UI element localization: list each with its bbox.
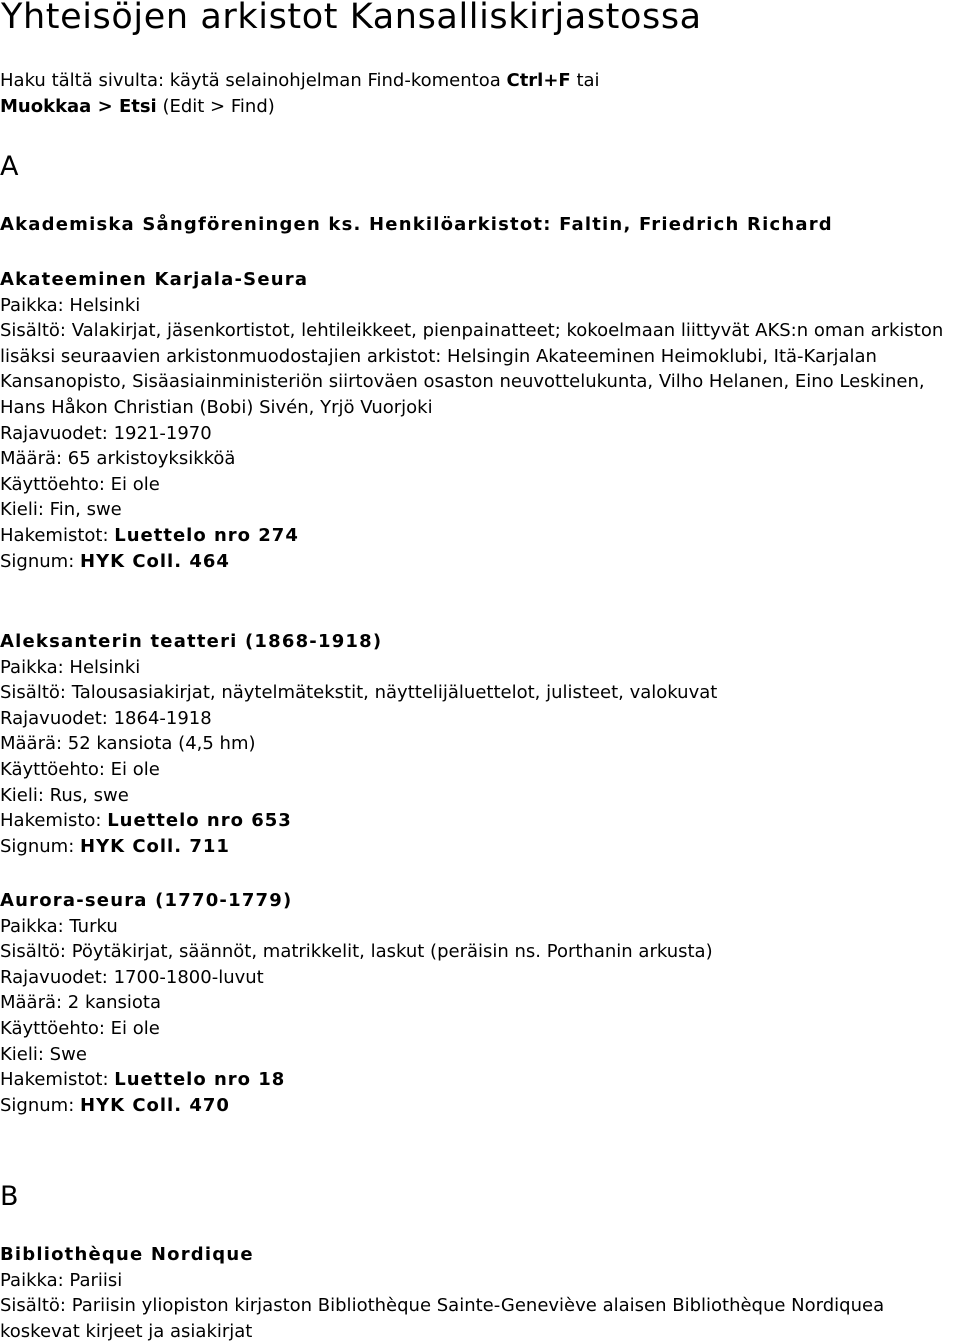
entry-hakemisto <box>0 1067 960 1093</box>
entry-paikka: Paikka: Pariisi <box>0 1269 123 1291</box>
entry-signum <box>0 549 960 575</box>
archive-entry <box>0 267 960 574</box>
page-title: Yhteisöjen arkistot Kansalliskirjastossa <box>1 0 702 37</box>
entry-title: Aurora-seura (1770-1779) <box>0 890 293 911</box>
archive-entry <box>0 629 960 859</box>
entry-signum <box>0 834 960 860</box>
entry-paikka: Paikka: Helsinki <box>0 294 141 316</box>
search-menu-path: Muokkaa > Etsi <box>0 95 157 117</box>
signum-value: HYK Coll. 464 <box>80 550 230 572</box>
signum-label: Signum: <box>0 835 80 857</box>
entry-sisalto: Sisältö: Valakirjat, jäsenkortistot, lehtileikkeet, pienpainatteet; kokoelmaan liittyvät AKS:n oman arkiston lisäksi seuraavien arkistonmuodostajien arkistot: Helsingin Akateeminen Heimoklubi, Itä-Karjalan Kansanopisto, Sisäasiainministeriön siirtoväen osaston neuvottelukunta, Vilho Helanen, Eino Leskinen, Hans Håkon Christian (Bobi) Sivén, Yrjö Vuorjoki <box>0 320 944 418</box>
search-hint-prefix: Haku tältä sivulta: käytä selainohjelman Find-komentoa <box>0 70 507 91</box>
entry-rajavuodet: Rajavuodet: 1864-1918 <box>0 707 212 729</box>
signum-label: Signum: <box>0 1094 80 1116</box>
search-hint-middle: tai <box>570 70 600 91</box>
entry-signum <box>0 1093 960 1119</box>
hakemisto-value: Luettelo nro 653 <box>107 810 292 832</box>
entry-hakemisto <box>0 808 960 834</box>
entry-kayttoehto: Käyttöehto: Ei ole <box>0 1017 160 1039</box>
archive-entry <box>0 1242 960 1344</box>
entry-rajavuodet: Rajavuodet: 1700-1800-luvut <box>0 966 264 988</box>
hakemisto-label: Hakemistot: <box>0 1069 115 1091</box>
search-shortcut: Ctrl+F <box>506 70 571 91</box>
crossref-akademiska[interactable]: Akademiska Sångföreningen ks. Henkilöarkistot: Faltin, Friedrich Richard <box>0 214 833 235</box>
entry-title: Aleksanterin teatteri (1868-1918) <box>0 631 383 652</box>
entry-maara: Määrä: 52 kansiota (4,5 hm) <box>0 733 256 755</box>
entry-maara: Määrä: 2 kansiota <box>0 992 162 1014</box>
hakemisto-value: Luettelo nro 18 <box>114 1069 286 1091</box>
entry-kieli: Kieli: Fin, swe <box>0 499 122 521</box>
signum-value: HYK Coll. 470 <box>80 1094 230 1116</box>
entry-maara: Määrä: 65 arkistoyksikköä <box>0 448 236 470</box>
entry-hakemisto <box>0 523 960 549</box>
entry-title: Bibliothèque Nordique <box>0 1244 254 1265</box>
hakemisto-value: Luettelo nro 274 <box>114 524 299 546</box>
entry-paikka: Paikka: Turku <box>0 915 118 937</box>
signum-label: Signum: <box>0 550 80 572</box>
section-letter-a: A <box>0 151 19 182</box>
entry-kayttoehto: Käyttöehto: Ei ole <box>0 758 160 780</box>
entry-title: Akateeminen Karjala-Seura <box>0 269 309 290</box>
entry-sisalto: Sisältö: Pariisin yliopiston kirjaston Bibliothèque Sainte-Geneviève alaisen Bibliothèque Nordiquea koskevat kirjeet ja asiakirjat <box>0 1295 885 1342</box>
section-letter-b: B <box>0 1181 19 1212</box>
archive-entry <box>0 888 960 1118</box>
signum-value: HYK Coll. 711 <box>80 835 230 857</box>
hakemisto-label: Hakemistot: <box>0 524 115 546</box>
hakemisto-label: Hakemisto: <box>0 810 108 832</box>
entry-sisalto: Sisältö: Pöytäkirjat, säännöt, matrikkelit, laskut (peräisin ns. Porthanin arkusta) <box>0 941 713 963</box>
entry-kieli: Kieli: Rus, swe <box>0 784 129 806</box>
entry-paikka: Paikka: Helsinki <box>0 656 141 678</box>
search-hint-suffix: (Edit > Find) <box>156 95 275 117</box>
entry-sisalto: Sisältö: Talousasiakirjat, näytelmätekstit, näyttelijäluettelot, julisteet, valokuvat <box>0 682 718 704</box>
entry-kayttoehto: Käyttöehto: Ei ole <box>0 473 160 495</box>
search-hint <box>0 68 960 119</box>
entry-kieli: Kieli: Swe <box>0 1043 87 1065</box>
entry-rajavuodet: Rajavuodet: 1921-1970 <box>0 422 212 444</box>
